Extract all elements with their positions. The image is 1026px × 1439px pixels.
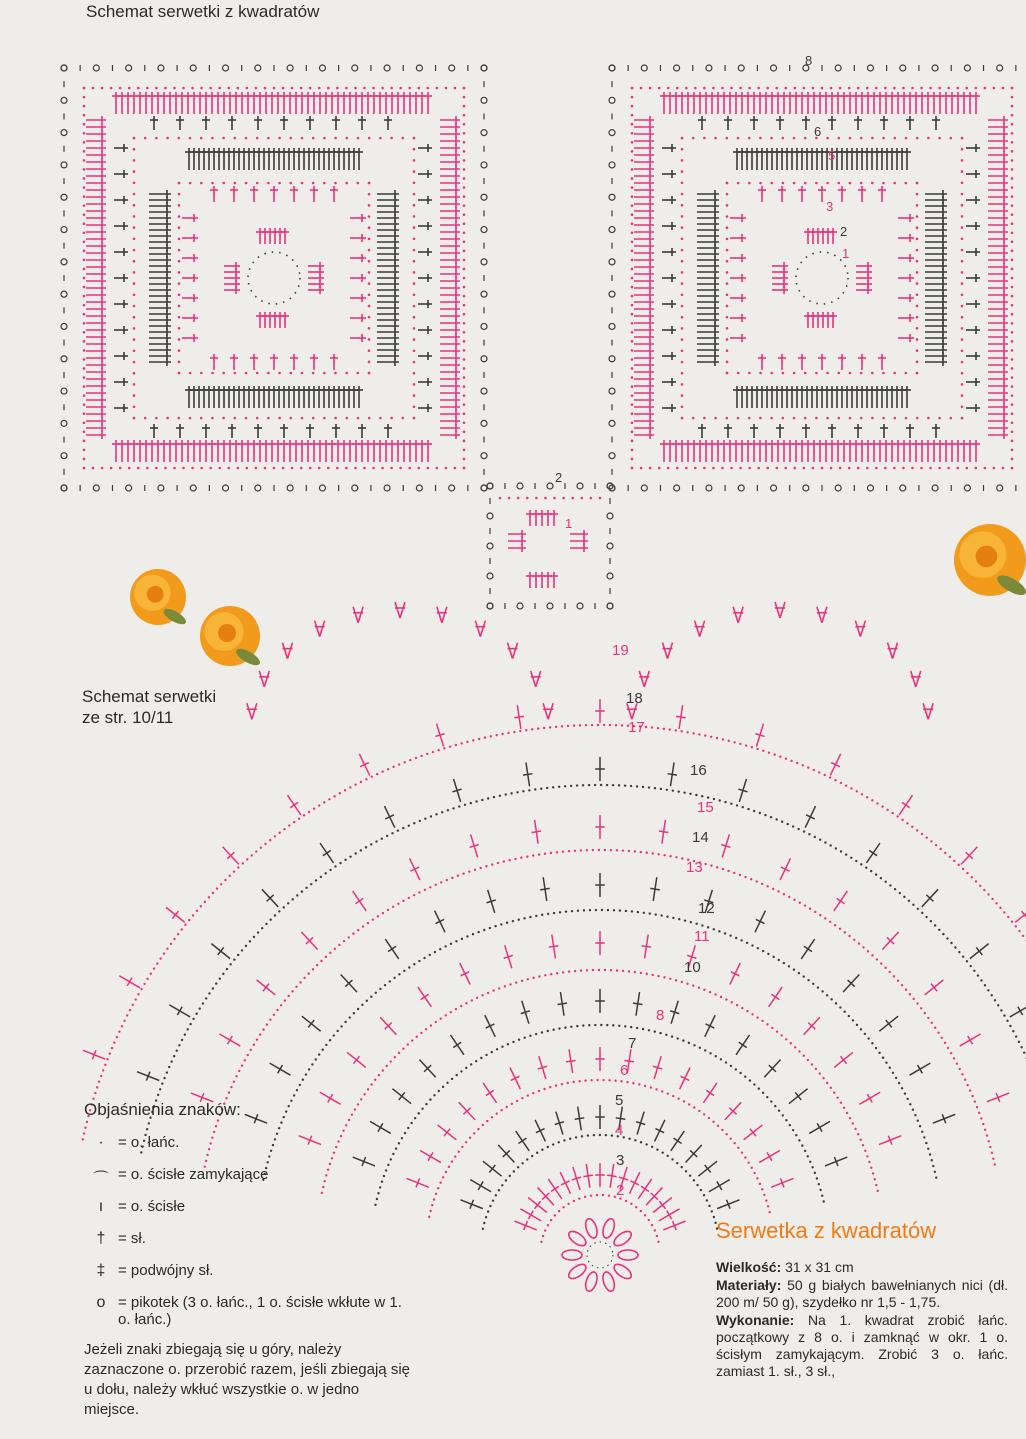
square-motif	[796, 252, 848, 304]
row-number-label: 2	[555, 470, 563, 485]
legend-item	[84, 1198, 414, 1230]
row-number-label: 16	[690, 762, 707, 779]
legend-item	[84, 1294, 414, 1334]
legend-text: = o. ścisłe zamykające	[118, 1166, 269, 1183]
row-number-label: 12	[698, 900, 715, 917]
row-number-label: 8	[656, 1007, 665, 1024]
legend-text: = o. łańc.	[118, 1134, 180, 1151]
chain-stitch-icon: ·	[98, 1134, 104, 1151]
picot-icon: o	[96, 1294, 106, 1311]
pattern-info	[716, 1218, 1008, 1381]
rose-icon	[130, 569, 188, 627]
legend-item	[84, 1134, 414, 1166]
legend-text: = o. ścisłe	[118, 1198, 186, 1215]
rose-icon	[200, 606, 262, 668]
row-number-label: 6	[814, 124, 822, 139]
row-number-label: 19	[612, 642, 629, 659]
row-number-label: 15	[697, 799, 714, 816]
row-number-label: 5	[615, 1092, 624, 1109]
row-number-label: 6	[620, 1062, 629, 1079]
row-number-label: 1	[842, 246, 850, 261]
single-crochet-icon: ı	[98, 1198, 104, 1215]
size-line: Wielkość: 31 x 31 cm	[716, 1259, 854, 1275]
double-crochet-icon: †	[96, 1230, 106, 1247]
row-number-label: 3	[826, 199, 834, 214]
row-number-label: 13	[686, 859, 703, 876]
pattern-heading: Serwetka z kwadratów	[716, 1218, 937, 1243]
rose-icon	[954, 524, 1026, 599]
materials-line: Materiały: 50 g białych bawełnianych nici (dł. 200 m/ 50 g), szydełko nr 1,5 - 1,75.	[716, 1277, 1008, 1310]
row-number-label: 5	[828, 148, 836, 163]
execution-line: Wykonanie: Na 1. kwadrat zrobić łańc. początkowy z 8 o. i zamknąć w okr. 1 o. ścisłym zamykającym. Zrobić 3 o. łańc. zamiast 1. sł., 3 sł.,	[716, 1312, 1008, 1379]
square-motif	[248, 252, 300, 304]
row-number-label: 1	[565, 516, 573, 531]
row-number-label: 17	[628, 719, 645, 736]
row-number-label: 7	[628, 1035, 637, 1052]
page-title: Schemat serwetki z kwadratów	[86, 2, 320, 21]
legend-item	[84, 1262, 414, 1294]
legend	[84, 1100, 414, 1420]
fan-diagram-caption	[82, 686, 216, 728]
legend-item	[84, 1230, 414, 1262]
row-number-label: 2	[840, 224, 848, 239]
legend-text: = podwójny sł.	[118, 1262, 214, 1279]
row-number-label: 8	[805, 53, 813, 68]
caption-line-1: Schemat serwetki	[82, 687, 217, 706]
row-number-label: 14	[692, 829, 709, 846]
row-number-label: 18	[626, 690, 643, 707]
row-number-label: 3	[616, 1152, 625, 1169]
row-number-label: 4	[615, 1122, 624, 1139]
legend-heading: Objaśnienia znaków:	[84, 1100, 241, 1119]
row-number-label: 11	[694, 928, 710, 945]
slip-stitch-icon: ⌒	[92, 1171, 109, 1188]
legend-note: Jeżeli znaki zbiegają się u góry, należy zaznaczone o. przerobić razem, jeśli zbiegają się u dołu, należy wkłuć wszystkie o. w jedno miejsce.	[84, 1341, 410, 1418]
row-number-label: 10	[684, 959, 701, 976]
row-number-label: 2	[616, 1182, 625, 1199]
legend-text: = sł.	[118, 1230, 146, 1247]
legend-text: = pikotek (3 o. łańc., 1 o. ścisłe wkłute w 1. o. łańc.)	[118, 1294, 402, 1328]
treble-crochet-icon: ‡	[96, 1262, 106, 1279]
caption-line-2: ze str. 10/11	[82, 708, 174, 727]
legend-item	[84, 1166, 414, 1198]
